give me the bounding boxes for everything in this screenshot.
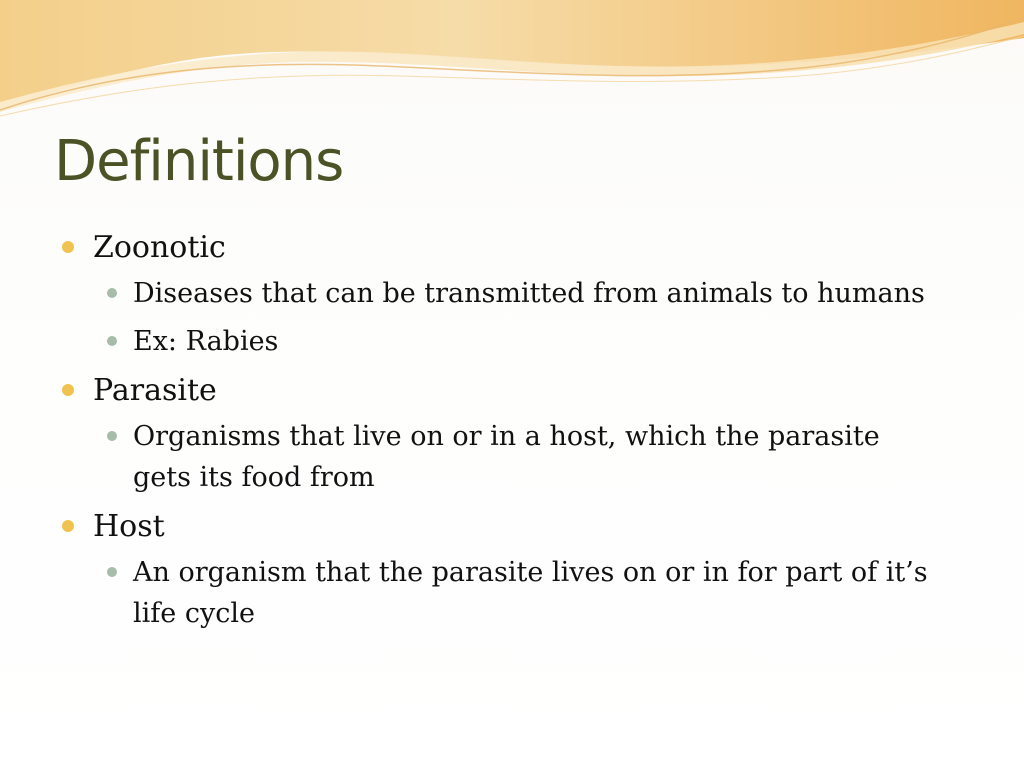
sub-bullet-dot-icon [107,288,117,298]
sub-bullet-text: An organism that the parasite lives on or in for part of it’s life cycle [133,557,928,629]
sub-bullet-list [62,552,962,634]
bullet-item-host [62,505,962,549]
sub-bullet-dot-icon [107,567,117,577]
bullet-list [62,226,962,641]
bullet-dot-icon [62,384,74,396]
bullet-dot-icon [62,520,74,532]
sub-bullet-list [62,416,962,498]
bullet-item-zoonotic [62,226,962,270]
slide-title: Definitions [54,129,344,194]
sub-bullet-dot-icon [107,336,117,346]
sub-bullet-item [103,321,933,362]
sub-bullet-item [103,416,933,498]
bullet-dot-icon [62,241,74,253]
sub-bullet-item [103,552,933,634]
sub-bullet-list [62,273,962,362]
bullet-item-parasite [62,369,962,413]
bullet-label: Zoonotic [93,230,226,265]
header-wave-decoration [0,0,1024,130]
sub-bullet-text: Organisms that live on or in a host, which the parasite gets its food from [133,421,880,493]
sub-bullet-dot-icon [107,431,117,441]
sub-bullet-text: Ex: Rabies [133,326,279,357]
sub-bullet-text: Diseases that can be transmitted from animals to humans [133,278,925,309]
sub-bullet-item [103,273,933,314]
bullet-label: Parasite [93,373,217,408]
bullet-label: Host [93,509,165,544]
